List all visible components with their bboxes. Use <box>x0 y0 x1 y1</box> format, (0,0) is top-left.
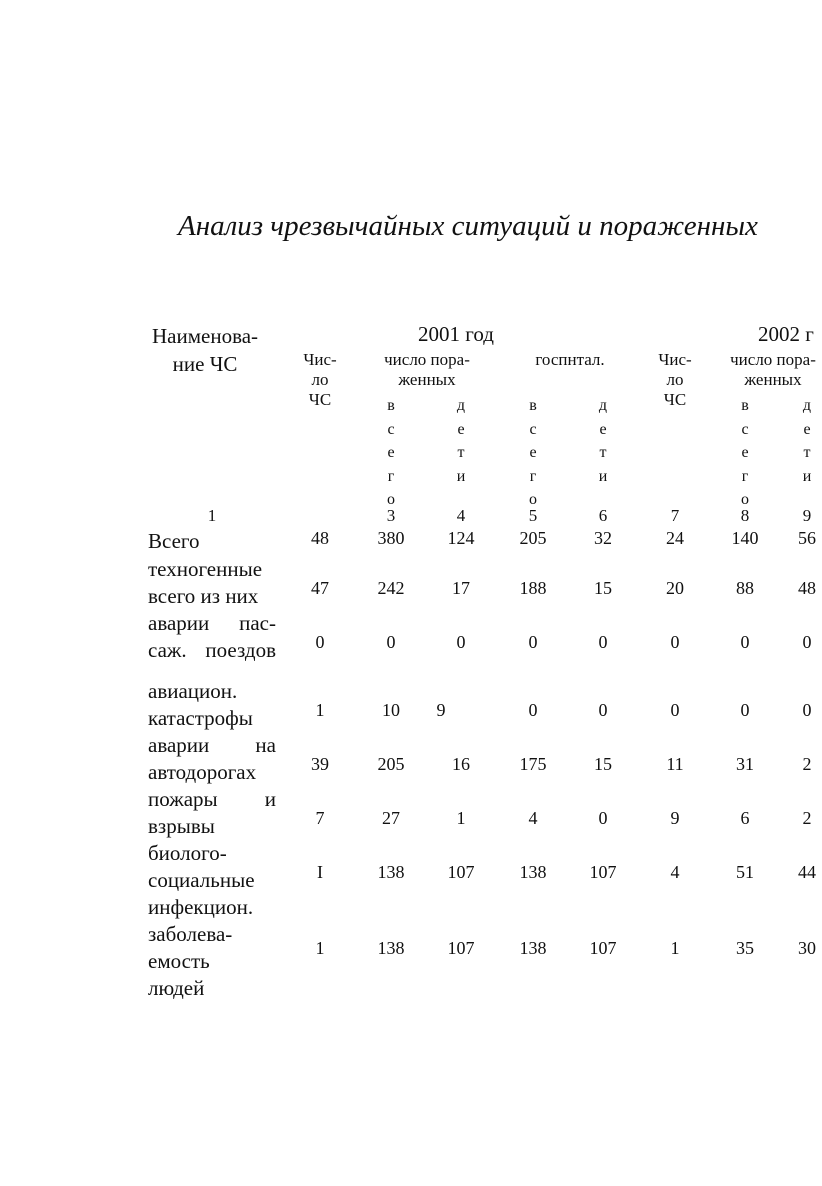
row-name-line: катастрофы <box>148 706 253 730</box>
table-cell: 6 <box>740 808 750 828</box>
subheader-letter: с <box>387 420 395 438</box>
column-number: 9 <box>802 506 812 525</box>
subheader-letter: в <box>741 397 749 414</box>
table-cell: 51 <box>736 862 754 882</box>
table-cell: 0 <box>528 632 538 652</box>
children-subheader <box>454 394 468 488</box>
column-number: 5 <box>528 506 538 525</box>
table-cell: 205 <box>377 754 405 774</box>
table-cell: 138 <box>519 862 547 882</box>
table-cell: 380 <box>377 528 405 548</box>
row-name-line: Всего <box>148 529 200 553</box>
table-cell: 47 <box>311 578 329 598</box>
table-cell: 107 <box>447 862 475 882</box>
subheader-letter: г <box>387 467 395 485</box>
table-cell: 0 <box>598 700 608 720</box>
name-column-header <box>152 322 258 378</box>
table-cell: 0 <box>386 632 396 652</box>
table-cell: 107 <box>447 938 475 958</box>
table-cell: 138 <box>377 938 405 958</box>
table-cell: 124 <box>447 528 475 548</box>
count-header-line: ЧС <box>663 390 687 409</box>
table-cell: 242 <box>377 578 405 598</box>
table-cell: 15 <box>594 578 612 598</box>
subheader-letter: и <box>598 467 608 485</box>
column-number: 6 <box>598 506 608 525</box>
column-number: 4 <box>456 506 466 525</box>
table-cell: 138 <box>377 862 405 882</box>
name-column-header-line1: Наименова- <box>152 324 259 348</box>
table-cell: 11 <box>666 754 684 774</box>
row-name-line: инфекцион. <box>148 895 254 919</box>
column-number: 1 <box>207 506 217 525</box>
count-header-line: Чис- <box>658 350 692 369</box>
affected-header-2001 <box>372 350 482 390</box>
hospital-header-2001: госпнтал. <box>535 350 605 369</box>
table-cell: 10 <box>382 700 400 720</box>
table-cell: 35 <box>736 938 754 958</box>
row-name-line: взрывы <box>148 814 215 838</box>
subheader-letter: и <box>802 467 812 485</box>
year-2002-header: 2002 г <box>758 322 814 346</box>
table-cell: 1 <box>315 700 325 720</box>
row-name <box>148 840 255 894</box>
table-cell: 0 <box>740 700 750 720</box>
subheader-letter: в <box>387 397 395 414</box>
row-name <box>148 786 276 840</box>
affected-header-2002 <box>720 350 822 390</box>
subheader-letter: о <box>529 491 537 508</box>
subheader-letter: т <box>457 444 465 461</box>
page-title: Анализ чрезвычайных ситуаций и пораженных <box>178 210 758 242</box>
table-cell: 39 <box>311 754 329 774</box>
table-cell: 140 <box>731 528 759 548</box>
subheader-letter: е <box>741 444 749 461</box>
table-cell: 4 <box>528 808 538 828</box>
column-number: 3 <box>386 506 396 525</box>
table-cell: 1 <box>315 938 325 958</box>
table-cell: 44 <box>798 862 816 882</box>
table-cell: 0 <box>598 632 608 652</box>
table-cell: 2 <box>802 754 812 774</box>
table-cell: 56 <box>798 528 816 548</box>
table-cell: 9 <box>670 808 680 828</box>
count-header-line: ло <box>666 370 684 389</box>
row-name-line: всего из них <box>148 584 259 608</box>
table-cell: 0 <box>315 632 325 652</box>
row-name-line: биолого- <box>148 841 227 865</box>
subheader-letter: е <box>457 420 465 438</box>
table-cell: 0 <box>670 632 680 652</box>
subheader-letter: т <box>599 444 607 461</box>
count-header-2001 <box>298 350 342 410</box>
subheader-letter: е <box>387 444 395 461</box>
row-name-line: техногенные <box>148 557 263 581</box>
table-cell: 7 <box>315 808 325 828</box>
row-name-line: пожары и <box>148 787 276 811</box>
row-name-line: авиацион. <box>148 679 238 703</box>
row-name <box>148 678 253 732</box>
children-subheader <box>800 394 814 488</box>
subheader-letter: и <box>456 467 466 485</box>
table-cell: 0 <box>802 700 812 720</box>
subheader-letter: е <box>599 420 607 438</box>
name-column-header-line2: ние ЧС <box>172 352 238 376</box>
subheader-letter: е <box>803 420 811 438</box>
row-name <box>148 556 262 610</box>
row-name-line: емость <box>148 949 210 973</box>
table-cell: 88 <box>736 578 754 598</box>
count-header-2002 <box>653 350 697 410</box>
row-name <box>148 610 276 664</box>
row-name-line: социальные <box>148 868 255 892</box>
table-cell: 1 <box>670 938 680 958</box>
column-number: 7 <box>670 506 680 525</box>
count-header-line: ЧС <box>308 390 332 409</box>
subheader-letter: е <box>529 444 537 461</box>
year-2001-header: 2001 год <box>418 322 494 346</box>
subheader-letter: с <box>741 420 749 438</box>
row-name-line: автодорогах <box>148 760 257 784</box>
table-cell: 15 <box>594 754 612 774</box>
table-cell: 205 <box>519 528 547 548</box>
subheader-letter: д <box>456 397 466 414</box>
count-header-line: ло <box>311 370 329 389</box>
subheader-letter: г <box>741 467 749 485</box>
table-cell: 0 <box>802 632 812 652</box>
table-cell: 4 <box>670 862 680 882</box>
table-cell: 24 <box>666 528 684 548</box>
table-cell: 107 <box>589 938 617 958</box>
affected-header-line: женных <box>744 370 802 389</box>
subheader-letter: в <box>529 397 537 414</box>
count-header-line: Чис- <box>303 350 337 369</box>
table-cell: 30 <box>798 938 816 958</box>
table-cell: 188 <box>519 578 547 598</box>
table-cell: 31 <box>736 754 754 774</box>
row-name-line: саж. поездов <box>148 638 276 662</box>
row-name-line: аварии на <box>148 733 276 757</box>
affected-header-line: число пора- <box>730 350 816 369</box>
subheader-letter: с <box>529 420 537 438</box>
subheader-letter: о <box>741 491 749 508</box>
table-cell: 0 <box>456 632 466 652</box>
table-cell: 17 <box>452 578 470 598</box>
row-name-line: заболева- <box>148 922 233 946</box>
table-cell: 138 <box>519 938 547 958</box>
row-name-line: людей <box>148 976 205 1000</box>
table-cell: 16 <box>452 754 470 774</box>
row-name-line: аварии пас- <box>148 611 276 635</box>
table-cell: 27 <box>382 808 400 828</box>
table-cell: 175 <box>519 754 547 774</box>
subheader-letter: д <box>598 397 608 414</box>
affected-header-line: женных <box>398 370 456 389</box>
children-subheader <box>596 394 610 488</box>
table-cell: 20 <box>666 578 684 598</box>
subheader-letter: о <box>387 491 395 508</box>
subheader-letter: г <box>529 467 537 485</box>
table-cell: I <box>317 862 323 882</box>
table-cell: 0 <box>740 632 750 652</box>
table-cell: 48 <box>798 578 816 598</box>
column-number: 8 <box>740 506 750 525</box>
table-cell: 0 <box>670 700 680 720</box>
table-cell: 2 <box>802 808 812 828</box>
total-subheader <box>526 394 540 512</box>
row-name <box>148 732 276 786</box>
affected-header-line: число пора- <box>384 350 470 369</box>
table-cell: 1 <box>456 808 466 828</box>
subheader-letter: д <box>802 397 812 414</box>
table-cell: 0 <box>528 700 538 720</box>
table-cell: 107 <box>589 862 617 882</box>
row-name <box>148 528 200 555</box>
total-subheader <box>384 394 398 512</box>
total-subheader <box>738 394 752 512</box>
table-cell: 0 <box>598 808 608 828</box>
table-cell: 9 <box>436 700 446 720</box>
table-cell: 48 <box>311 528 329 548</box>
subheader-letter: т <box>803 444 811 461</box>
row-name <box>148 894 253 1002</box>
table-cell: 32 <box>594 528 612 548</box>
